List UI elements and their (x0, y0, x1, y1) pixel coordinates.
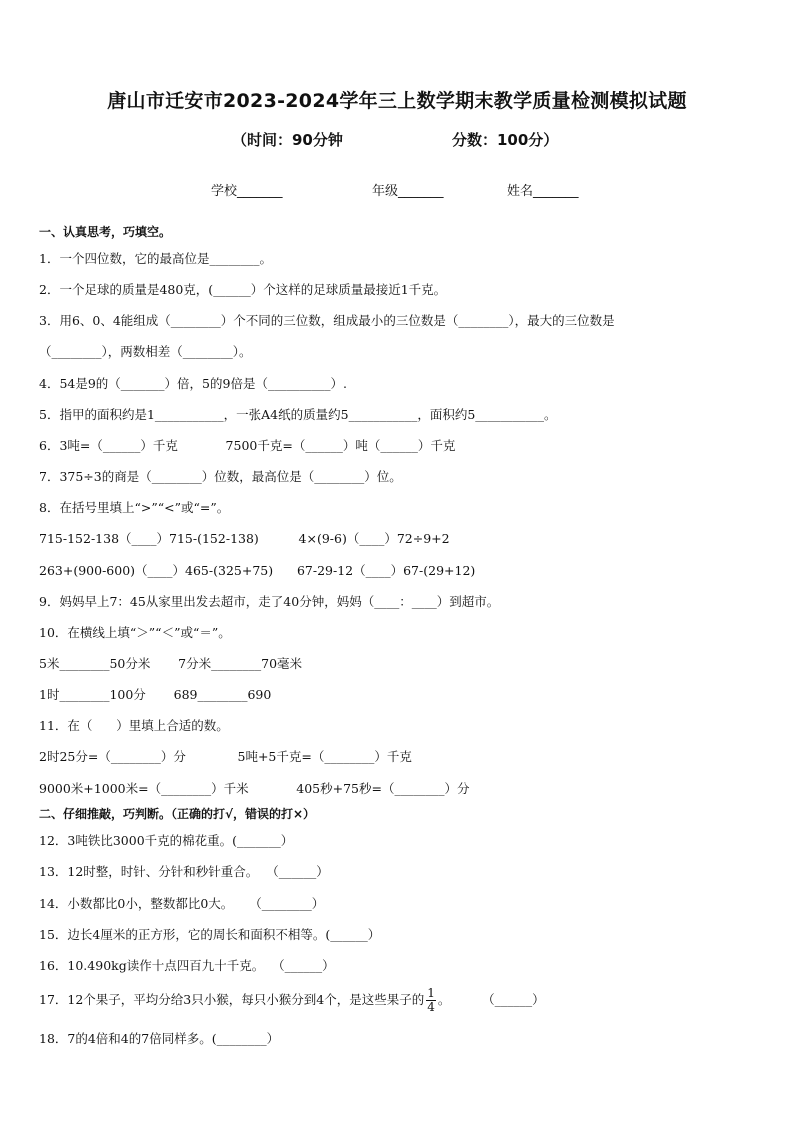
question-11-row-1: 2时25分=（________）分 5吨+5千克=（________）千克 (39, 749, 412, 764)
school-field: 学校_______ (211, 184, 283, 199)
question-8-row-1: 715-152-138（____）715-(152-138) 4×(9-6)（____）72÷9+2 (39, 531, 450, 546)
question-10-row-1: 5米________50分米 7分米________70毫米 (39, 656, 303, 671)
question-16: 16．10.490kg读作十点四百九十千克。 （______） (39, 958, 335, 973)
question-11: 11．在（ ）里填上合适的数。 (39, 718, 229, 733)
question-6: 6．3吨=（______）千克 7500千克=（______）吨（______）千克 (39, 438, 456, 453)
question-8-row-2: 263+(900-600)（____）465-(325+75) 67-29-12（____）67-(29+12) (39, 563, 476, 578)
section-1-heading: 一、认真思考，巧填空。 (39, 225, 172, 239)
question-7: 7．375÷3的商是（________）位数，最高位是（________）位。 (39, 469, 402, 484)
fraction (426, 987, 436, 1014)
grade-field: 年级_______ (372, 184, 444, 199)
fraction-denominator: 4 (427, 1000, 435, 1014)
question-11-row-2: 9000米+1000米=（________）千米 405秒+75秒=（________）分 (39, 781, 470, 796)
fraction-numerator: 1 (427, 986, 435, 1000)
question-13: 13．12时整，时针、分针和秒针重合。 （______） (39, 864, 329, 879)
name-field: 姓名_______ (507, 184, 579, 199)
total-score: 分数：100分） (452, 131, 559, 149)
question-17 (39, 985, 545, 1015)
question-17-answer: 。 （______） (437, 992, 545, 1007)
question-17-text: 17．12个果子，平均分给3只小猴，每只小猴分到4个，是这些果子的 (39, 992, 425, 1007)
student-info (0, 180, 794, 202)
question-10: 10．在横线上填“＞”“＜”或“＝”。 (39, 625, 231, 640)
question-8: 8．在括号里填上“>”“<”或“=”。 (39, 500, 230, 515)
question-4: 4．54是9的（_______）倍，5的9倍是（__________）. (39, 376, 347, 391)
question-3: 3．用6、0、4能组成（________）个不同的三位数，组成最小的三位数是（________），最大的三位数是 (39, 313, 615, 328)
section-2-heading: 二、仔细推敲，巧判断。（正确的打√，错误的打×） (39, 807, 316, 821)
question-5: 5．指甲的面积约是1___________，一张A4纸的质量约5___________，面积约5___________。 (39, 407, 557, 422)
question-1: 1．一个四位数，它的最高位是________。 (39, 251, 272, 266)
question-18: 18．7的4倍和4的7倍同样多。(________） (39, 1031, 280, 1046)
time-limit: （时间：90分钟 (232, 131, 343, 149)
question-15: 15．边长4厘米的正方形，它的周长和面积不相等。(______） (39, 927, 381, 942)
question-3-cont: （________），两数相差（________）。 (39, 344, 252, 359)
question-2: 2．一个足球的质量是480克，(______）个这样的足球质量最接近1千克。 (39, 282, 447, 297)
exam-title: 唐山市迁安市2023-2024学年三上数学期末教学质量检测模拟试题 (107, 90, 687, 112)
exam-subtitle (0, 129, 794, 153)
question-9: 9．妈妈早上7：45从家里出发去超市，走了40分钟，妈妈（____：____）到超市。 (39, 594, 500, 609)
question-14: 14．小数都比0小，整数都比0大。 （________） (39, 896, 325, 911)
question-10-row-2: 1时________100分 689________690 (39, 687, 272, 702)
question-12: 12．3吨铁比3000千克的棉花重。(_______） (39, 833, 294, 848)
